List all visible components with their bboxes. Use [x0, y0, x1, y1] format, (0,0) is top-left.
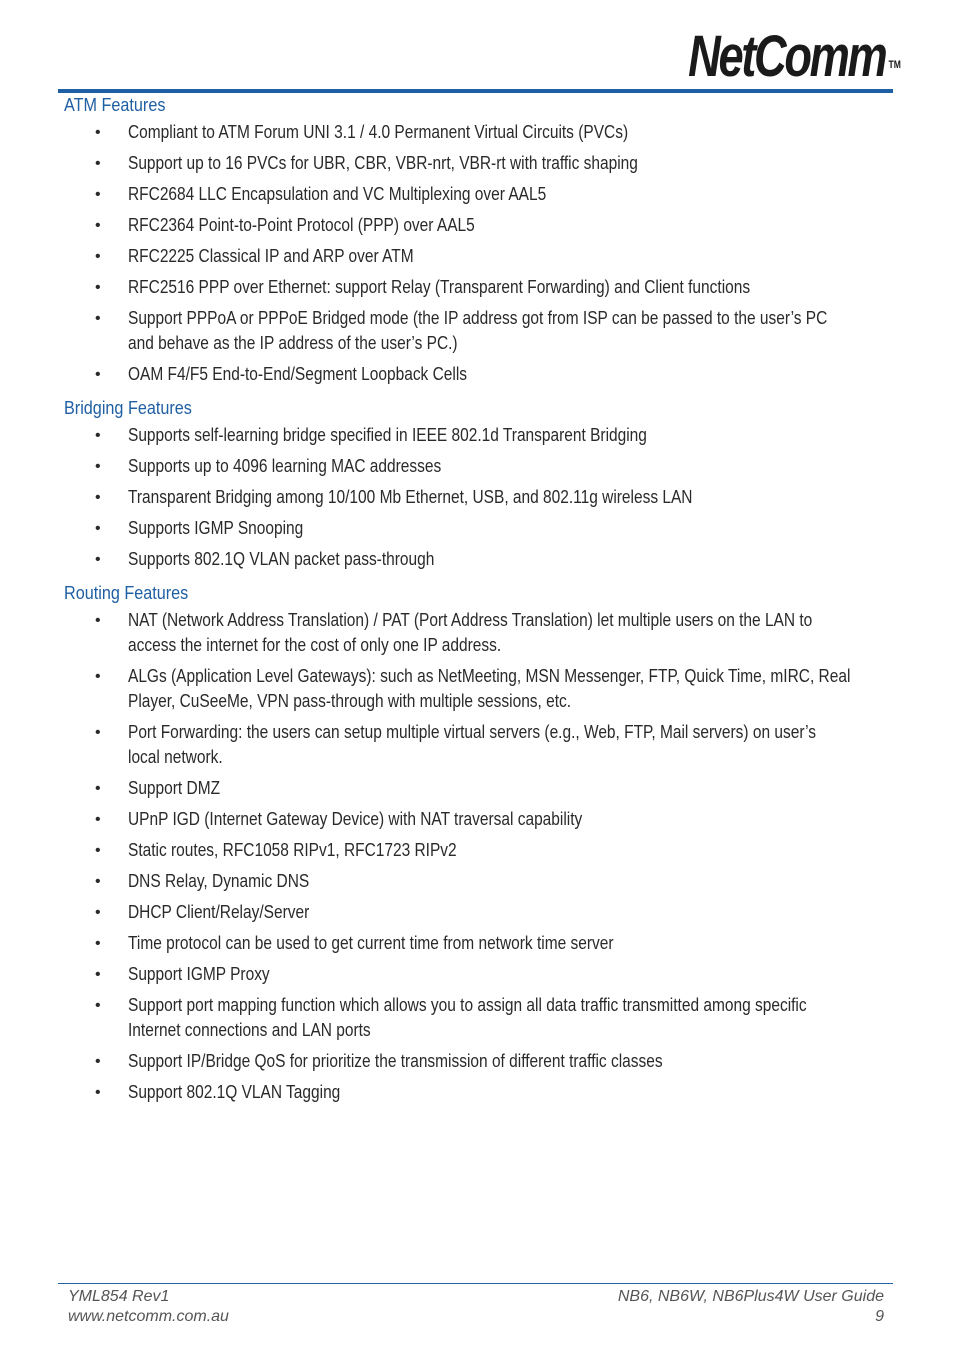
bullet-icon: • — [95, 427, 101, 444]
bullet-icon: • — [95, 724, 101, 741]
list-item: • NAT (Network Address Translation) / PAT (Port Address Translation) let multiple users on the LAN to access the internet for the cost of only one IP address. — [95, 610, 813, 655]
list-item: • OAM F4/F5 End-to-End/Segment Loopback Cells — [64, 362, 894, 387]
bullet-icon: • — [95, 612, 101, 629]
bullet-icon: • — [95, 1084, 101, 1101]
bullet-icon: • — [95, 366, 101, 383]
bullet-icon: • — [95, 668, 101, 685]
guide-title: NB6, NB6W, NB6Plus4W User Guide — [617, 1288, 884, 1305]
list-item: • RFC2225 Classical IP and ARP over ATM — [64, 244, 894, 269]
list-item: • RFC2684 LLC Encapsulation and VC Multiplexing over AAL5 — [64, 182, 894, 207]
bullet-icon: • — [95, 904, 101, 921]
bullet-icon: • — [95, 155, 101, 172]
list-item: • Support IGMP Proxy — [64, 962, 894, 987]
bullet-icon: • — [95, 186, 101, 203]
doc-code: YML854 Rev1 — [68, 1288, 170, 1305]
list-item: • DHCP Client/Relay/Server — [64, 900, 894, 925]
section-atm-features — [64, 90, 894, 387]
section-bridging-features — [64, 393, 894, 572]
footer-left — [68, 1287, 229, 1327]
bullet-icon: • — [95, 1053, 101, 1070]
list-item: • Time protocol can be used to get current time from network time server — [64, 931, 894, 956]
page-content — [64, 90, 894, 1111]
bullet-icon: • — [95, 811, 101, 828]
list-item: • Compliant to ATM Forum UNI 3.1 / 4.0 Permanent Virtual Circuits (PVCs) — [64, 120, 894, 145]
bullet-icon: • — [95, 520, 101, 537]
list-item: • RFC2516 PPP over Ethernet: support Relay (Transparent Forwarding) and Client functions — [64, 275, 894, 300]
feature-list — [64, 423, 894, 572]
list-item: • DNS Relay, Dynamic DNS — [64, 869, 894, 894]
footer-right — [618, 1287, 884, 1327]
bullet-icon: • — [95, 217, 101, 234]
list-item: • Support port mapping function which allows you to assign all data traffic transmitted among specific Internet connections and LAN ports — [95, 995, 807, 1040]
bullet-icon: • — [95, 997, 101, 1014]
website-link[interactable]: www.netcomm.com.au — [68, 1308, 229, 1325]
trademark-mark: TM — [888, 59, 902, 71]
section-heading: Bridging Features — [64, 398, 192, 418]
section-routing-features — [64, 578, 894, 1105]
bullet-icon: • — [95, 873, 101, 890]
list-item: • Port Forwarding: the users can setup multiple virtual servers (e.g., Web, FTP, Mail servers) on user’s local network. — [95, 722, 816, 767]
list-item: • ALGs (Application Level Gateways): such as NetMeeting, MSN Messenger, FTP, Quick Time, mIRC, Real Player, CuSeeMe, VPN pass-through with multiple sessions, etc. — [95, 666, 851, 711]
list-item: • Support 802.1Q VLAN Tagging — [64, 1080, 894, 1105]
bullet-icon: • — [95, 551, 101, 568]
page-number: 9 — [875, 1308, 884, 1325]
list-item: • Support IP/Bridge QoS for prioritize the transmission of different traffic classes — [64, 1049, 894, 1074]
bullet-icon: • — [95, 935, 101, 952]
feature-list — [64, 120, 894, 387]
bullet-icon: • — [95, 842, 101, 859]
list-item: • Supports IGMP Snooping — [64, 516, 894, 541]
bullet-icon: • — [95, 780, 101, 797]
list-item: • Supports 802.1Q VLAN packet pass-through — [64, 547, 894, 572]
footer-rule — [58, 1283, 893, 1284]
bullet-icon: • — [95, 248, 101, 265]
bullet-icon: • — [95, 279, 101, 296]
netcomm-logo: NetComm ™ — [688, 24, 902, 89]
bullet-icon: • — [95, 458, 101, 475]
list-item: • Support DMZ — [64, 776, 894, 801]
list-item: • RFC2364 Point-to-Point Protocol (PPP) over AAL5 — [64, 213, 894, 238]
bullet-icon: • — [95, 966, 101, 983]
list-item: • Transparent Bridging among 10/100 Mb Ethernet, USB, and 802.11g wireless LAN — [64, 485, 894, 510]
feature-list — [64, 608, 894, 1105]
list-item: • Support up to 16 PVCs for UBR, CBR, VBR-nrt, VBR-rt with traffic shaping — [64, 151, 894, 176]
list-item: • UPnP IGD (Internet Gateway Device) with NAT traversal capability — [64, 807, 894, 832]
list-item: • Static routes, RFC1058 RIPv1, RFC1723 RIPv2 — [64, 838, 894, 863]
bullet-icon: • — [95, 489, 101, 506]
list-item: • Supports self-learning bridge specified in IEEE 802.1d Transparent Bridging — [64, 423, 894, 448]
section-heading: ATM Features — [64, 95, 166, 115]
list-item: • Supports up to 4096 learning MAC addresses — [64, 454, 894, 479]
section-heading: Routing Features — [64, 583, 189, 603]
bullet-icon: • — [95, 124, 101, 141]
bullet-icon: • — [95, 310, 101, 327]
list-item: • Support PPPoA or PPPoE Bridged mode (the IP address got from ISP can be passed to the user’s PC and behave as the IP address of the user’s PC.) — [95, 308, 828, 353]
